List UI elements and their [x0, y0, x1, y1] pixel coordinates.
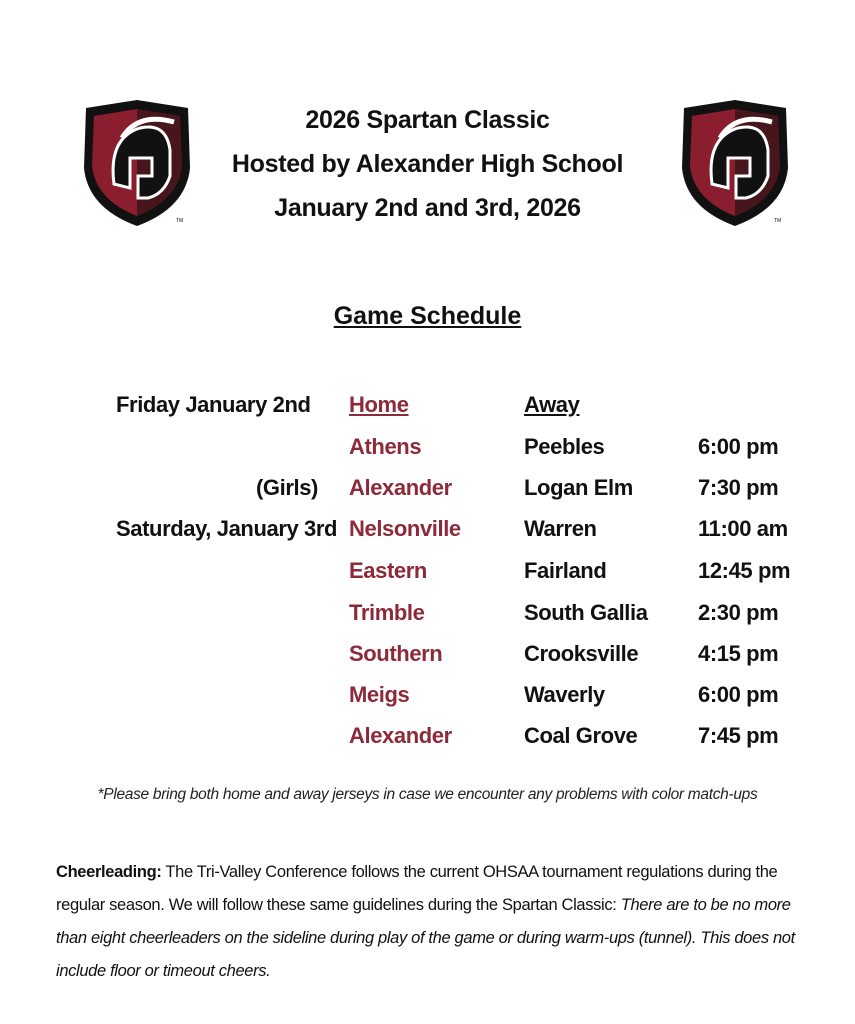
away-column-header: Away: [524, 392, 580, 417]
game-home-team: Athens: [349, 434, 422, 459]
game-time: 2:30 pm: [698, 600, 779, 625]
home-column-header: Home: [349, 392, 409, 417]
game-away-team: Fairland: [524, 558, 607, 583]
schedule-title: Game Schedule: [333, 302, 522, 330]
cheerleading-paragraph: [56, 856, 816, 988]
cheer-italic: There are to be no more than eight cheerleaders on the sideline during play of the game or during warm-ups (tunnel). This does not include floor or timeout cheers.: [56, 896, 795, 980]
game-home-team: Southern: [349, 641, 443, 666]
game-away-team: Coal Grove: [524, 723, 638, 748]
day-label-friday: Friday January 2nd: [116, 392, 311, 417]
game-time: 6:00 pm: [698, 682, 779, 707]
game-time: 4:15 pm: [698, 641, 779, 666]
game-away-team: Waverly: [524, 682, 605, 707]
title-line-2: Hosted by Alexander High School: [231, 150, 624, 178]
jersey-note: *Please bring both home and away jerseys in case we encounter any problems with color match-ups: [97, 786, 758, 803]
game-away-team: Logan Elm: [524, 475, 633, 500]
game-time: 11:00 am: [698, 516, 788, 541]
game-time: 7:45 pm: [698, 723, 779, 748]
game-home-team: Meigs: [349, 682, 410, 707]
game-away-team: Peebles: [524, 434, 605, 459]
game-time: 6:00 pm: [698, 434, 779, 459]
title-line-3: January 2nd and 3rd, 2026: [274, 194, 581, 222]
svg-text:TM: TM: [774, 218, 782, 224]
game-home-team: Nelsonville: [349, 516, 461, 541]
cheer-text: The Tri-Valley Conference follows the current OHSAA tournament regulations during the regular season. We will follow these same guidelines during the Spartan Classic:: [56, 863, 778, 914]
game-time: 12:45 pm: [698, 558, 791, 583]
game-away-team: Crooksville: [524, 641, 639, 666]
game-away-team: South Gallia: [524, 600, 648, 625]
svg-text:TM: TM: [176, 218, 184, 224]
game-time: 7:30 pm: [698, 475, 779, 500]
day-label-saturday: Saturday, January 3rd: [116, 516, 338, 541]
title-line-1: 2026 Spartan Classic: [305, 106, 550, 134]
game-home-team: Alexander: [349, 475, 452, 500]
game-away-team: Warren: [524, 516, 597, 541]
cheer-label: Cheerleading:: [56, 863, 162, 881]
game-home-team: Trimble: [349, 600, 425, 625]
game-home-team: Alexander: [349, 723, 452, 748]
game-home-team: Eastern: [349, 558, 427, 583]
girls-label: (Girls): [256, 475, 318, 500]
